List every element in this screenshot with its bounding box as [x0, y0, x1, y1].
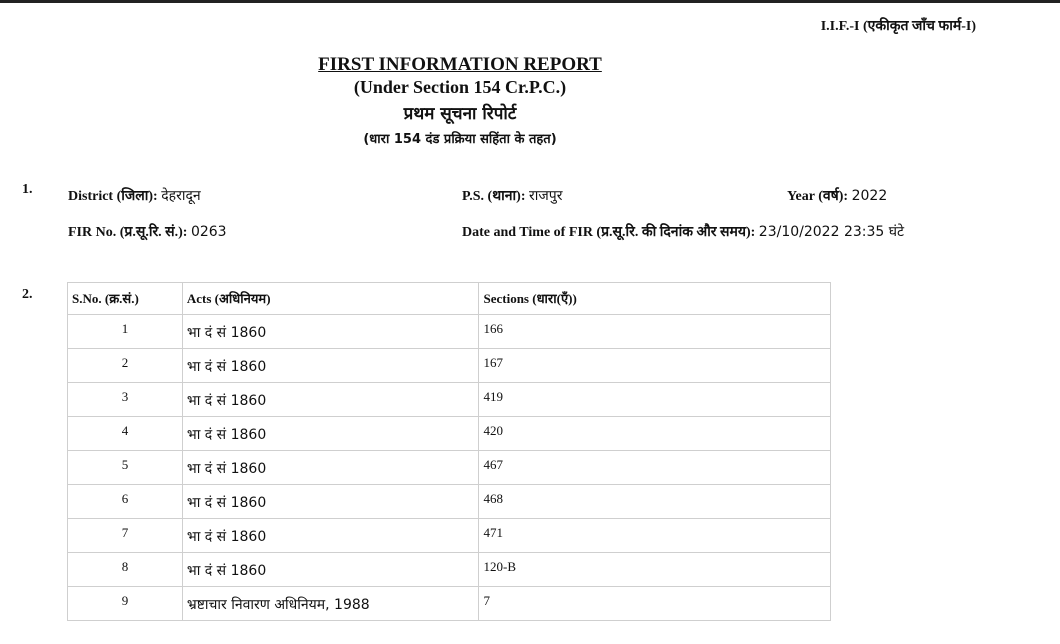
- report-subtitle-hi: (धारा 154 दंड प्रक्रिया सहिंता के तहत): [363, 132, 557, 147]
- top-rule: [0, 0, 1060, 3]
- table-row: [68, 587, 831, 621]
- row-section: 167: [479, 349, 831, 383]
- police-station-field: [462, 186, 562, 205]
- row-sno: 4: [68, 417, 183, 451]
- fir-datetime-value: 23/10/2022 23:35 घंटे: [758, 224, 905, 240]
- row-section: 120-B: [479, 553, 831, 587]
- row-act: भ्रष्टाचार निवारण अधिनियम, 1988: [183, 587, 480, 621]
- report-title-block: [0, 54, 920, 152]
- table-row: [68, 315, 831, 349]
- row-act: भा दं सं 1860: [183, 553, 480, 587]
- row-sno: 3: [68, 383, 183, 417]
- fir-datetime-field: [462, 222, 904, 241]
- row-sno: 9: [68, 587, 183, 621]
- row-sno: 6: [68, 485, 183, 519]
- row-act: भा दं सं 1860: [183, 519, 480, 553]
- row-section: 419: [479, 383, 831, 417]
- row-act: भा दं सं 1860: [183, 451, 480, 485]
- year-field: [787, 186, 887, 205]
- section-2-number: 2.: [22, 287, 33, 302]
- header-sno: S.No. (क्र.सं.): [68, 283, 183, 315]
- table-row: [68, 451, 831, 485]
- report-title-en: FIRST INFORMATION REPORT: [318, 54, 602, 75]
- row-sno: 1: [68, 315, 183, 349]
- police-station-value: राजपुर: [529, 188, 563, 204]
- table-row: [68, 519, 831, 553]
- row-sno: 2: [68, 349, 183, 383]
- table-header-row: [68, 283, 831, 315]
- row-act: भा दं सं 1860: [183, 349, 480, 383]
- report-subtitle-en: (Under Section 154 Cr.P.C.): [353, 77, 567, 97]
- district-label: District (जिला):: [68, 189, 158, 204]
- header-sections: Sections (धारा(एँ)): [479, 283, 831, 315]
- district-field: [68, 186, 201, 205]
- row-sno: 5: [68, 451, 183, 485]
- table-row: [68, 383, 831, 417]
- fir-number-field: [68, 222, 227, 241]
- district-value: देहरादून: [161, 188, 201, 204]
- acts-sections-table: [67, 282, 831, 621]
- fir-datetime-label: Date and Time of FIR (प्र.सू.रि. की दिनांक और समय):: [462, 225, 756, 240]
- row-section: 7: [479, 587, 831, 621]
- row-sno: 8: [68, 553, 183, 587]
- row-act: भा दं सं 1860: [183, 417, 480, 451]
- section-1-number: 1.: [22, 182, 33, 197]
- report-title-hi: प्रथम सूचना रिपोर्ट: [403, 104, 517, 124]
- row-act: भा दं सं 1860: [183, 383, 480, 417]
- year-label: Year (वर्ष):: [787, 189, 849, 204]
- row-section: 468: [479, 485, 831, 519]
- table-row: [68, 553, 831, 587]
- fir-number-label: FIR No. (प्र.सू.रि. सं.):: [68, 225, 188, 240]
- header-acts: Acts (अधिनियम): [183, 283, 480, 315]
- row-section: 166: [479, 315, 831, 349]
- row-section: 467: [479, 451, 831, 485]
- table-row: [68, 485, 831, 519]
- row-section: 471: [479, 519, 831, 553]
- row-act: भा दं सं 1860: [183, 485, 480, 519]
- row-section: 420: [479, 417, 831, 451]
- year-value: 2022: [851, 188, 888, 204]
- row-sno: 7: [68, 519, 183, 553]
- form-code: I.I.F.-I (एकीकृत जाँच फार्म-I): [820, 19, 976, 34]
- police-station-label: P.S. (थाना):: [462, 189, 526, 204]
- row-act: भा दं सं 1860: [183, 315, 480, 349]
- table-row: [68, 417, 831, 451]
- table-row: [68, 349, 831, 383]
- fir-number-value: 0263: [190, 224, 227, 240]
